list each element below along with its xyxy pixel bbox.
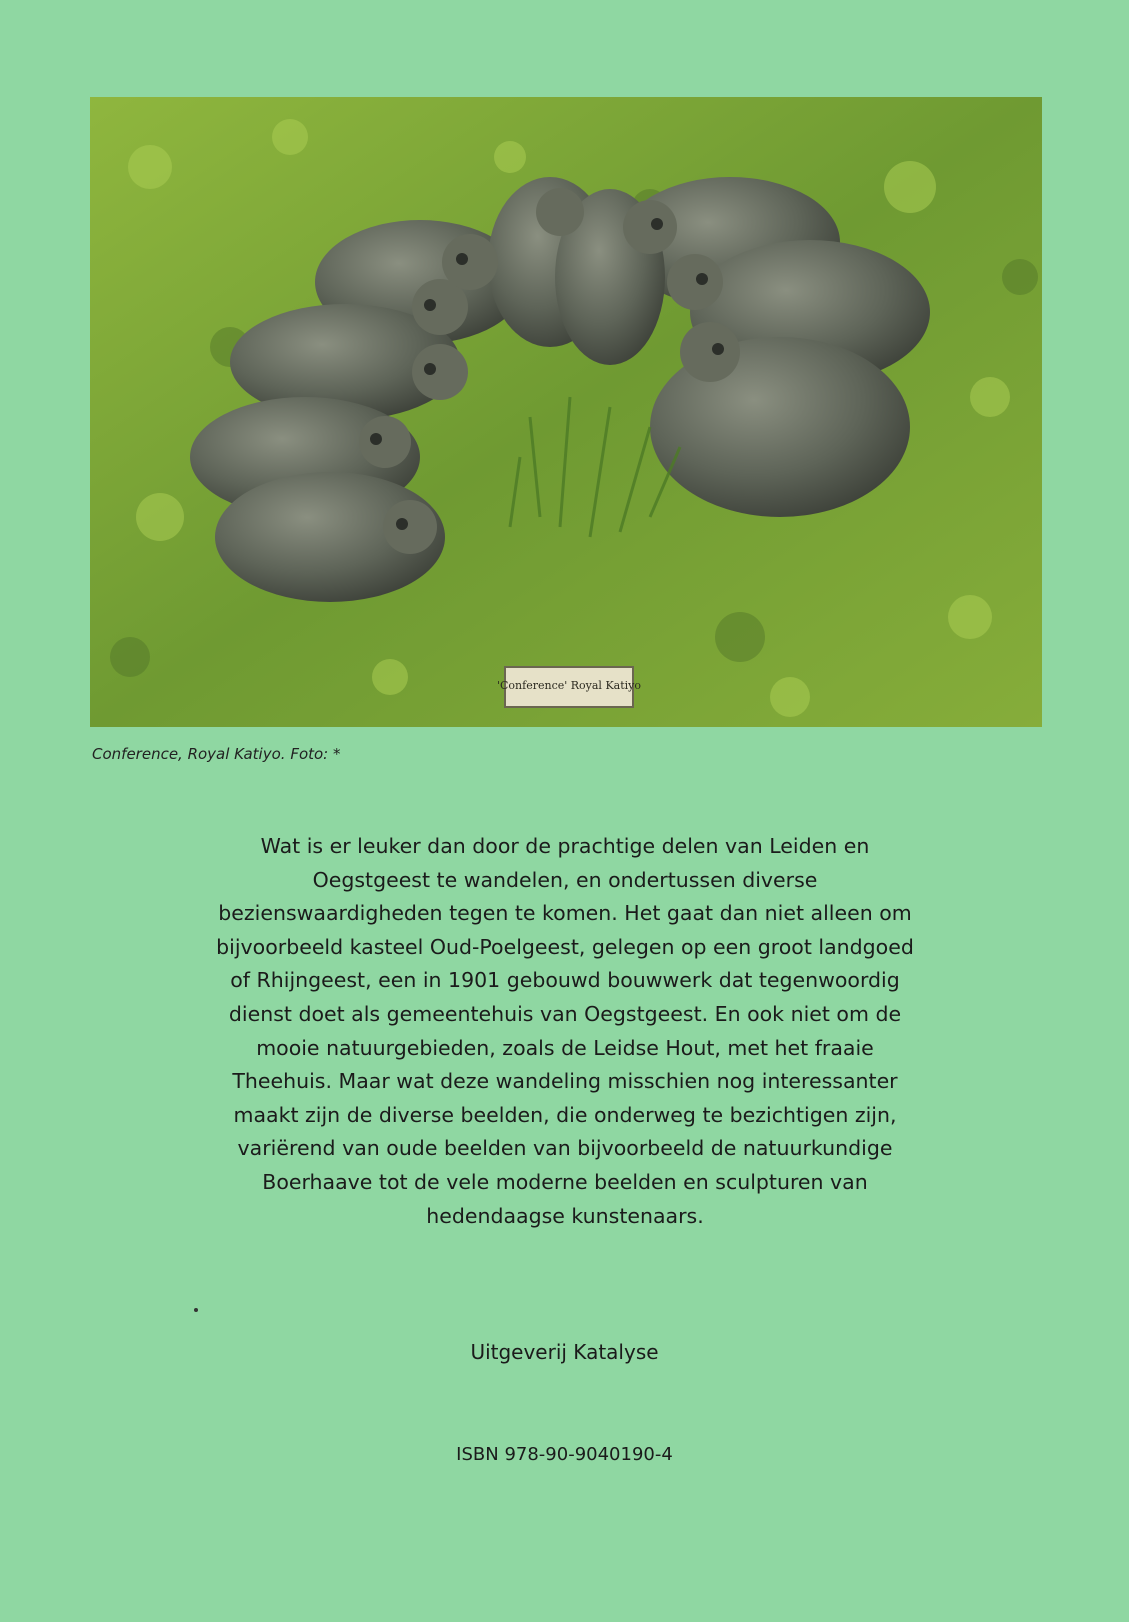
plaque [497,667,641,707]
print-speck [194,1308,198,1312]
plaque-text: 'Conference' Royal Katiyo [496,679,642,692]
cover-photo [90,97,1042,727]
photo-caption: Conference, Royal Katiyo. Foto: * [92,745,341,763]
isbn-number: ISBN 978-90-9040190-4 [456,1444,673,1465]
back-cover-blurb [210,830,920,1233]
sculpture-photo [90,97,1042,727]
blurb-text: Wat is er leuker dan door de prachtige delen van Leiden en Oegstgeest te wandelen, en ondertussen diverse bezienswaardigheden tegen te komen. Het gaat dan niet alleen om bijvoorbeeld kasteel Oud-Poelgeest, gelegen op een groot landgoed of Rhijngeest, een in 1901 gebouwd bouwwerk dat tegenwoordig dienst doet als gemeentehuis van Oegstgeest. En ook niet om de mooie natuurgebieden, zoals de Leidse Hout, met het fraaie Theehuis. Maar wat deze wandeling misschien nog interessanter maakt zijn de diverse beelden, die onderweg te bezichtigen zijn, variërend van oude beelden van bijvoorbeeld de natuurkundige Boerhaave tot de vele moderne beelden en sculpturen van hedendaagse kunstenaars. [216,834,914,1228]
publisher-name: Uitgeverij Katalyse [470,1340,659,1364]
